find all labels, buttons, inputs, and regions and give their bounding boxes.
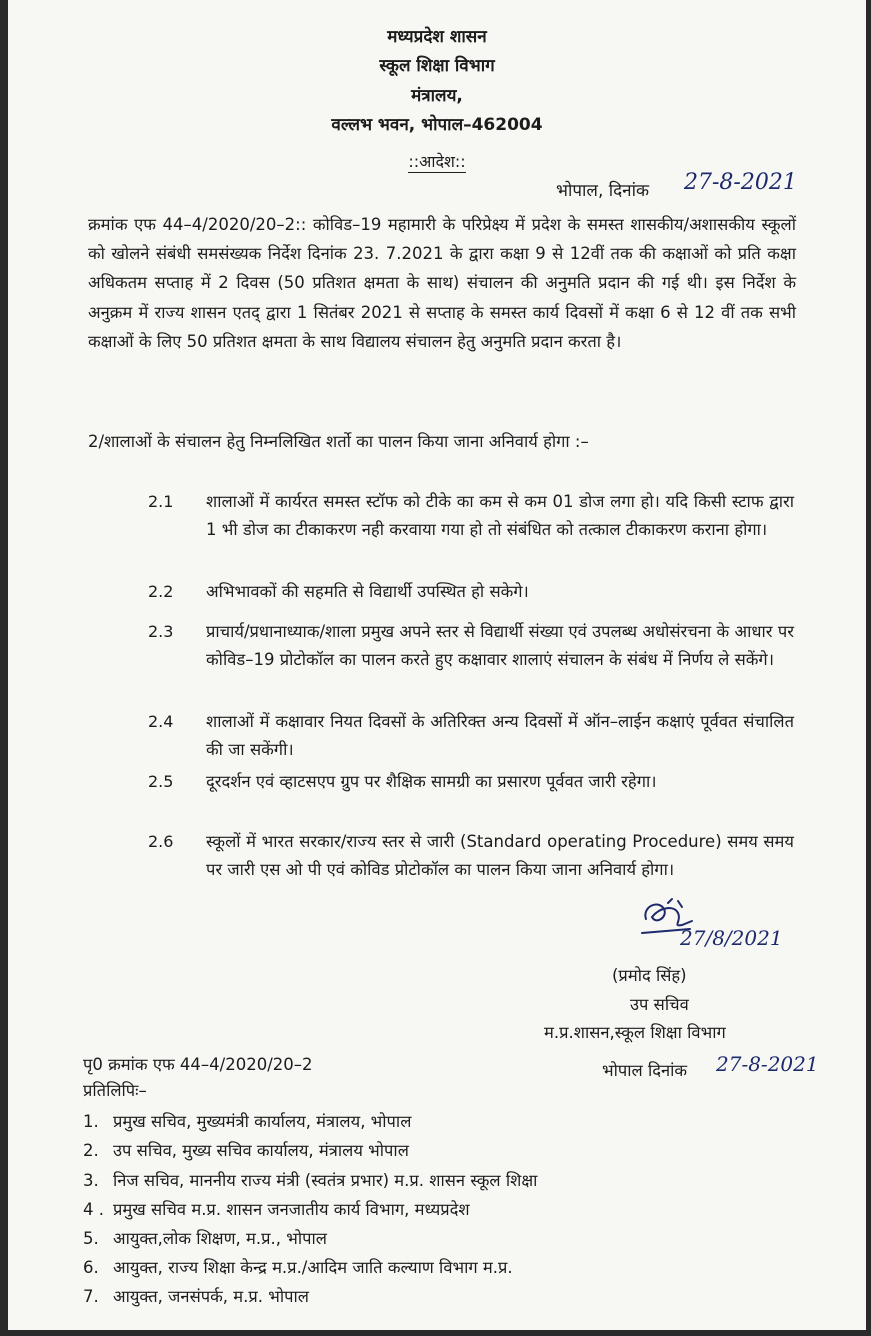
copy-text: प्रमुख सचिव, मुख्यमंत्री कार्यालय, मंत्रालय, भोपाल: [113, 1112, 412, 1131]
copy-text: आयुक्त, राज्य शिक्षा केन्द्र म.प्र./आदिम जाति कल्याण विभाग म.प्र.: [113, 1258, 513, 1277]
copy-list-item: [83, 1255, 513, 1278]
item-number-2-1: 2.1: [148, 492, 174, 511]
copy-list-item: [83, 1138, 409, 1161]
paragraph-1: क्रमांक एफ 44–4/2020/20–2:: कोविड–19 महामारी के परिप्रेक्ष्य में प्रदेश के समस्त शासकीय/अशासकीय स्कूलों को खोलने संबंधी समसंख्यक निर्देश दिनांक 23. 7.2021 के द्वारा कक्षा 9 से 12वीं तक की कक्षाओं को प्रति कक्षा अधिकतम सप्ताह में 2 दिवस (50 प्रतिशत क्षमता के साथ) संचालन की अनुमति प्रदान की गई थी। इस निर्देश के अनुक्रम में राज्य शासन एतद् द्वारा 1 सितंबर 2021 से सप्ताह के समस्त कार्य दिवसों में कक्षा 6 से 12 वीं तक सभी कक्षाओं के लिए 50 प्रतिशत क्षमता के साथ विद्यालय संचालन हेतु अनुमति प्रदान करता है।: [88, 215, 796, 351]
copy-label: प्रतिलिपिः–: [83, 1081, 147, 1100]
item-text-2-5: दूरदर्शन एवं व्हाटसएप ग्रुप पर शैक्षिक सामग्री का प्रसारण पूर्ववत जारी रहेगा।: [206, 772, 657, 791]
copy-handwritten-date: 27-8-2021: [716, 1052, 819, 1076]
copy-text: आयुक्त,लोक शिक्षण, म.प्र., भोपाल: [113, 1229, 327, 1248]
item-number-2-2: 2.2: [148, 582, 174, 601]
signatory-name: (प्रमोद सिंह): [612, 966, 687, 985]
header-line-1: मध्यप्रदेश शासन: [387, 27, 487, 47]
copy-text: निज सचिव, माननीय राज्य मंत्री (स्वतंत्र प्रभार) म.प्र. शासन स्कूल शिक्षा: [113, 1171, 538, 1190]
signatory-designation: उप सचिव: [630, 995, 689, 1014]
paragraph-2: 2/शालाओं के संचालन हेतु निम्नलिखित शर्तो का पालन किया जाना अनिवार्य होगा :–: [88, 432, 589, 451]
copy-number: 6.: [83, 1258, 99, 1277]
item-text-2-6: स्कूलों में भारत सरकार/राज्य स्तर से जारी (Standard operating Procedure) समय समय पर जारी एस ओ पी एवं कोविड प्रोटोकॉल का पालन किया जाना अनिवार्य होगा।: [206, 832, 794, 879]
copy-number: 7.: [83, 1287, 99, 1306]
copy-list-item: [83, 1109, 411, 1132]
item-number-2-4: 2.4: [148, 712, 174, 731]
copy-number: 2.: [83, 1141, 99, 1160]
copy-list-item: [83, 1197, 470, 1220]
header-line-2: स्कूल शिक्षा विभाग: [379, 56, 495, 76]
item-text-2-2: अभिभावकों की सहमति से विद्यार्थी उपस्थित हो सकेगे।: [206, 582, 529, 601]
item-number-2-3: 2.3: [148, 622, 174, 641]
copy-list-item: [83, 1284, 309, 1307]
copy-number: 1.: [83, 1112, 99, 1131]
copy-number: 4 .: [83, 1200, 104, 1219]
copy-number: 3.: [83, 1171, 99, 1190]
copy-text: आयुक्त, जनसंपर्क, म.प्र. भोपाल: [113, 1287, 309, 1306]
signature-date: 27/8/2021: [680, 926, 783, 950]
copy-date-label: भोपाल दिनांक: [602, 1061, 688, 1080]
copy-number: 5.: [83, 1229, 99, 1248]
header-line-4: वल्लभ भवन, भोपाल–462004: [331, 115, 543, 135]
document-page: [8, 0, 866, 1330]
copy-list-item: [83, 1226, 327, 1249]
item-text-2-1: शालाओं में कार्यरत समस्त स्टॉफ को टीके का कम से कम 01 डोज लगा हो। यदि किसी स्टाफ द्वारा 1 भी डोज का टीकाकरण नही करवाया गया हो तो संबंधित को तत्काल टीकाकरण कराना होगा।: [206, 492, 794, 539]
item-text-2-4: शालाओं में कक्षावार नियत दिवसों के अतिरिक्त अन्य दिवसों में ऑन–लाईन कक्षाएं पूर्ववत संचालित की जा सकेंगी।: [206, 712, 794, 759]
dateline-label: भोपाल, दिनांक: [556, 181, 650, 201]
copy-text: उप सचिव, मुख्य सचिव कार्यालय, मंत्रालय भोपाल: [113, 1141, 409, 1160]
copy-list-item: [83, 1168, 537, 1191]
order-title-text: ::आदेश::: [408, 152, 466, 171]
item-number-2-6: 2.6: [148, 832, 174, 851]
copy-reference: पृ0 क्रमांक एफ 44–4/2020/20–2: [83, 1055, 313, 1074]
signatory-office: म.प्र.शासन,स्कूल शिक्षा विभाग: [544, 1023, 726, 1042]
copy-text: प्रमुख सचिव म.प्र. शासन जनजातीय कार्य विभाग, मध्यप्रदेश: [113, 1200, 470, 1219]
order-title: [8, 150, 866, 172]
header-line-3: मंत्रालय,: [411, 86, 463, 106]
handwritten-date-top: 27-8-2021: [684, 170, 797, 195]
item-text-2-3: प्राचार्य/प्रधानाध्याक/शाला प्रमुख अपने स्तर से विद्यार्थी संख्या एवं उपलब्ध अधोसंरचना के आधार पर कोविड–19 प्रोटोकॉल का पालन करते हुए कक्षावार शालाएं संचालन के संबंध में निर्णय ले सकेंगे।: [206, 622, 794, 669]
item-number-2-5: 2.5: [148, 772, 174, 791]
